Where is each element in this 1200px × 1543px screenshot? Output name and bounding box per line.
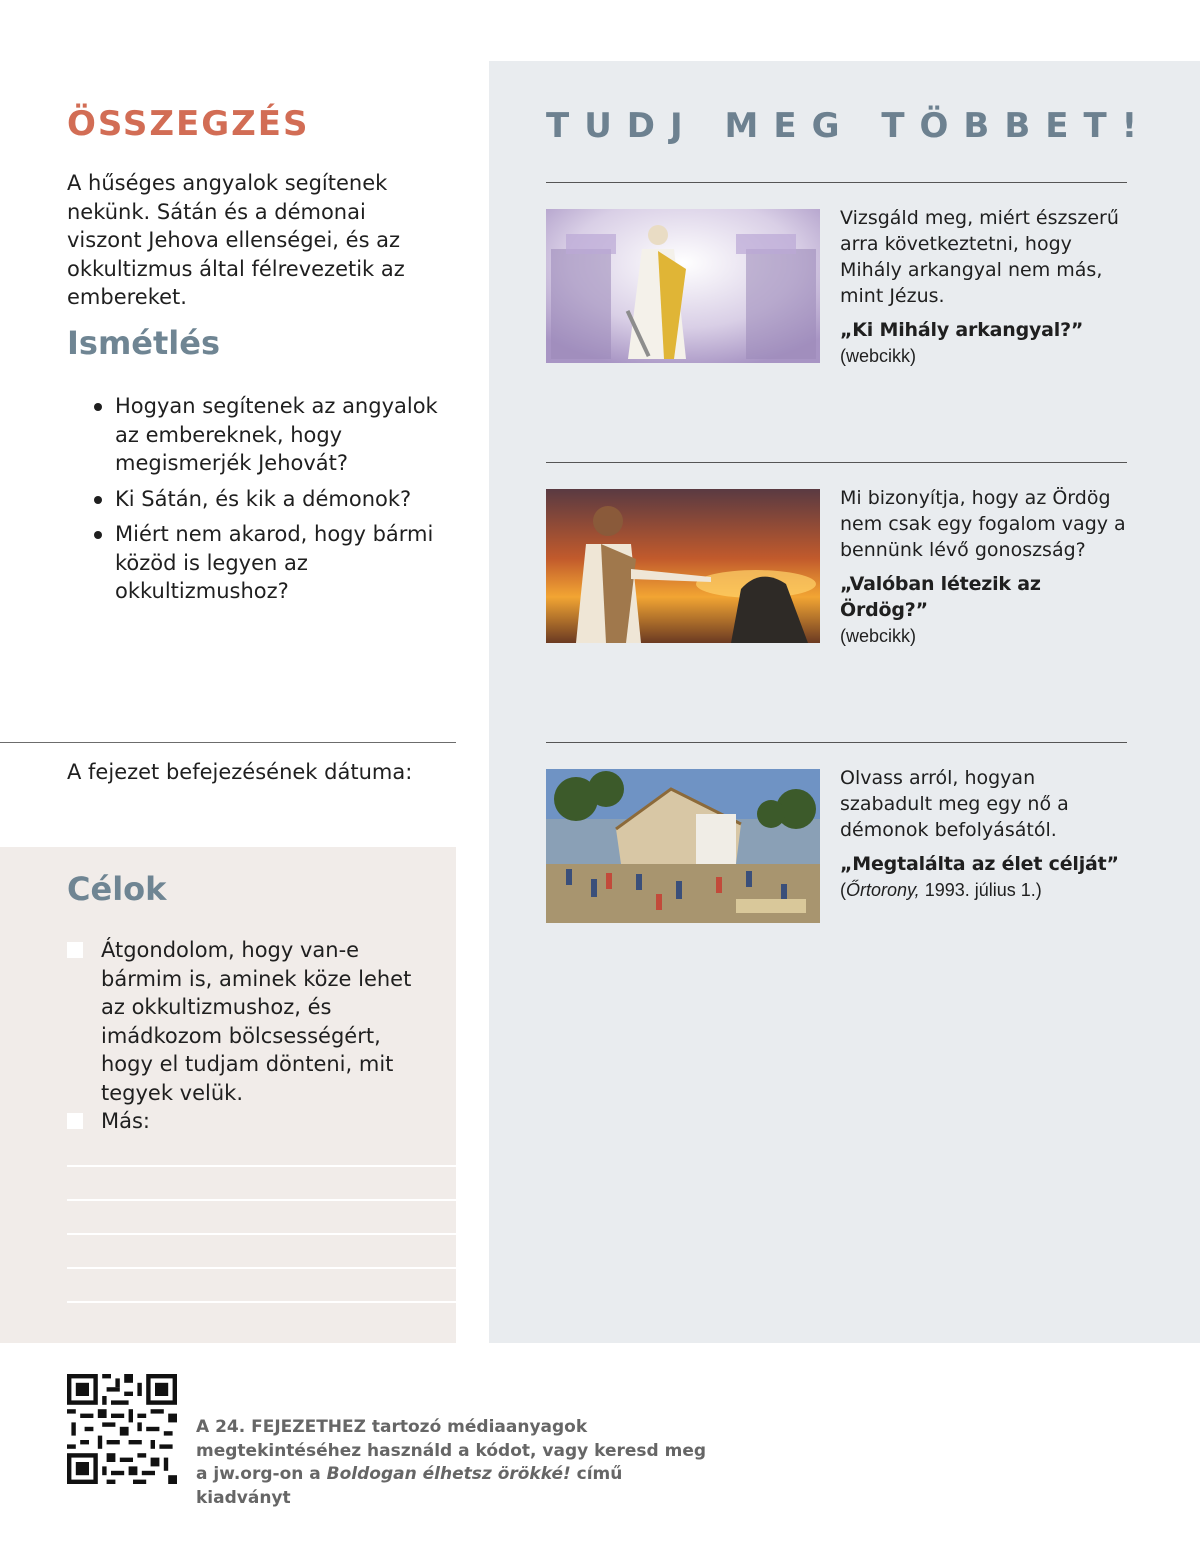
goal-option[interactable] [67,936,437,1107]
archangel-image[interactable] [546,209,820,363]
footer-media-note: A 24. FEJEZETHEZ tartozó médiaanyagok megtekintéséhez használd a kódot, vagy keresd meg a jw.org-on a Boldogan élhetsz örökké! című kiadványt [196,1417,707,1508]
review-question: Hogyan segítenek az angyalok az embereknek, hogy megismerjék Jehovát? [92,392,452,478]
learn-more-item [840,485,1130,649]
learn-more-item [840,765,1130,903]
item-description: Vizsgáld meg, miért észszerű arra következtetni, hogy Mihály arkangyal nem más, mint Jézus. [840,207,1119,307]
qr-code[interactable] [67,1374,177,1484]
learn-more-heading: TUDJ MEG TÖBBET! [546,106,1153,146]
item-title-link[interactable]: „Valóban létezik az Ördög?” [840,573,1041,621]
writing-line[interactable] [67,1267,456,1269]
review-list [92,392,452,613]
review-heading: Ismétlés [67,324,221,362]
goals-heading: Célok [67,870,167,908]
divider [0,742,456,743]
goal-checkbox[interactable] [67,1113,83,1129]
goal-text: Más: [101,1109,151,1133]
writing-line[interactable] [67,1301,456,1303]
divider [546,182,1127,183]
writing-line[interactable] [67,1233,456,1235]
item-source: (webcikk) [840,346,917,366]
source-publication: Őrtorony, [846,880,920,900]
construction-site-image[interactable] [546,769,820,923]
item-title-link[interactable]: „Megtalálta az élet célját” [840,853,1119,875]
item-source: (Őrtorony, 1993. július 1.) [840,880,1042,900]
learn-more-item [840,205,1130,369]
summary-text: A hűséges angyalok segítenek nekünk. Sátán és a démonai viszont Jehova ellenségei, és az okkultizmus által félrevezetik az embereket. [67,171,405,309]
item-title-link[interactable]: „Ki Mihály arkangyal?” [840,319,1084,341]
review-question: Miért nem akarod, hogy bármi közöd is legyen az okkultizmushoz? [92,520,452,606]
summary-heading: ÖSSZEGZÉS [67,104,310,144]
writing-line[interactable] [67,1199,456,1201]
goal-option-other[interactable] [67,1107,437,1136]
goal-text: Átgondolom, hogy van-e bármim is, aminek köze lehet az okkultizmushoz, és imádkozom bölcsességért, hogy el tudjam dönteni, mit tegyek velük. [101,938,412,1105]
writing-line[interactable] [67,1165,456,1167]
item-source: (webcikk) [840,626,917,646]
goal-checkbox[interactable] [67,942,83,958]
item-description: Mi bizonyítja, hogy az Ördög nem csak egy fogalom vagy a bennünk lévő gonoszság? [840,487,1126,561]
item-description: Olvass arról, hogyan szabadult meg egy nő a démonok befolyásától. [840,767,1069,841]
publication-title: Boldogan élhetsz örökké! [326,1464,571,1484]
completion-date-label: A fejezet befejezésének dátuma: [67,760,413,784]
divider [546,462,1127,463]
divider [546,742,1127,743]
review-question: Ki Sátán, és kik a démonok? [92,485,452,514]
jesus-and-devil-image[interactable] [546,489,820,643]
